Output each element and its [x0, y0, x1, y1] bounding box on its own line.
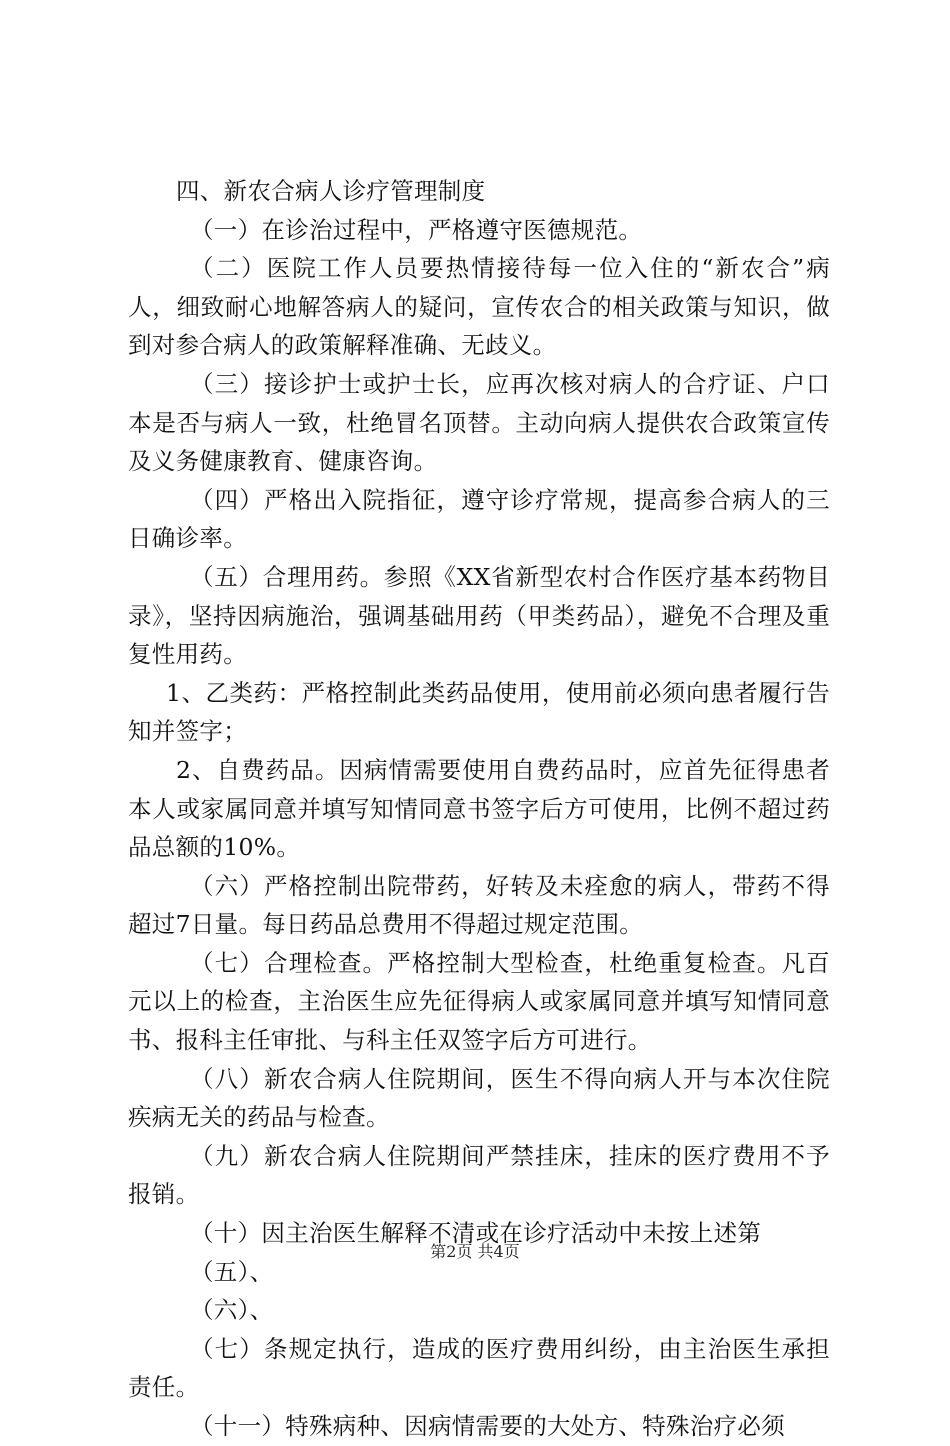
- paragraph-10-ref-6: （六）、: [190, 1296, 274, 1325]
- sub-item-1: 1、乙类药：严格控制此类药品使用，使用前必须向患者履行告知并签字；: [128, 678, 830, 746]
- paragraph-4: （四）严格出入院指征，遵守诊疗常规，提高参合病人的三日确诊率。: [128, 485, 830, 553]
- paragraph-11: （十一）特殊病种、因病情需要的大处方、特殊治疗必须: [190, 1412, 785, 1440]
- paragraph-10: （十）因主治医生解释不清或在诊疗活动中未按上述第: [190, 1219, 762, 1248]
- section-heading: 四、新农合病人诊疗管理制度: [176, 177, 486, 205]
- paragraph-2: （二）医院工作人员要热情接待每一位入住的“新农合”病人，细致耐心地解答病人的疑问，宣传农合的相关政策与知识，做到对参合病人的政策解释准确、无歧义。: [128, 254, 830, 360]
- paragraph-1: （一）在诊治过程中，严格遵守医德规范。: [190, 215, 643, 244]
- paragraph-3: （三）接诊护士或护士长，应再次核对病人的合疗证、户口本是否与病人一致，杜绝冒名顶替。主动向病人提供农合政策宣传及义务健康教育、健康咨询。: [128, 369, 830, 476]
- paragraph-8: （八）新农合病人住院期间，医生不得向病人开与本次住院疾病无关的药品与检查。: [128, 1064, 830, 1132]
- paragraph-10-ref-7: （七）条规定执行，造成的医疗费用纠纷，由主治医生承担责任。: [128, 1334, 830, 1402]
- paragraph-9: （九）新农合病人住院期间严禁挂床，挂床的医疗费用不予报销。: [128, 1141, 830, 1209]
- sub-item-2: 2、自费药品。因病情需要使用自费药品时，应首先征得患者本人或家属同意并填写知情同意书签字后方可使用，比例不超过药品总额的10%。: [128, 755, 830, 862]
- page-footer: 第2页 共4页: [430, 1242, 520, 1261]
- paragraph-6: （六）严格控制出院带药，好转及未痊愈的病人，带药不得超过7日量。每日药品总费用不得超过规定范围。: [128, 871, 830, 939]
- paragraph-10-ref-5: （五）、: [190, 1257, 274, 1286]
- paragraph-7: （七）合理检查。严格控制大型检查，杜绝重复检查。凡百元以上的检查，主治医生应先征得病人或家属同意并填写知情同意书、报科主任审批、与科主任双签字后方可进行。: [128, 948, 830, 1055]
- paragraph-5: （五）合理用药。参照《XX省新型农村合作医疗基本药物目录》，坚持因病施治，强调基础用药（甲类药品），避免不合理及重复性用药。: [128, 562, 830, 669]
